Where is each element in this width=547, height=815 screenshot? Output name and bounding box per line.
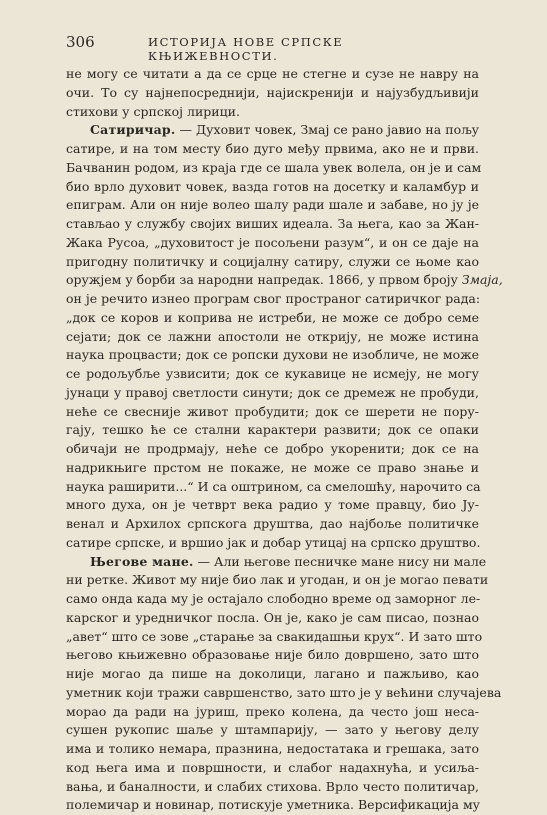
text-line: морао да ради на јуриш, преко колена, да често још неса- xyxy=(66,703,479,719)
text-line: није могао да пише на доколици, лагано и пажљиво, као xyxy=(66,666,479,681)
text-line: се родољубље узвисити; док се кукавице не исмеју, не могу xyxy=(66,366,479,381)
text-line: он је речито изнео програм свог пространог сатиричког рада: xyxy=(66,291,481,306)
text-line: венал и Архилох српскога друштва, дао најбоље политичке xyxy=(66,516,479,531)
text-line: гају, тешко ће се стални карактери развити; док се опаки xyxy=(66,422,479,438)
running-title: ИСТОРИЈА НОВЕ СРПСКЕ КЊИЖЕВНОСТИ. xyxy=(148,35,344,63)
text-run: — Али његове песничке мане нису ни мале xyxy=(197,553,487,569)
text-line: сушен рукопис шаље у штампарију, — зато у његову делу xyxy=(66,722,479,738)
text-line: карског и уредничког посла. Он је, како је сам писао, познао xyxy=(66,609,479,625)
text-line: неће се свесније живот пробудити; док се шерети не пору- xyxy=(66,403,479,419)
text-line: био врло духовит човек, вазда готов на досетку и каламбур и xyxy=(66,178,479,194)
section-heading-satirist: Сатиричар. xyxy=(90,122,176,138)
text-line: „авет“ што се зове „старање за свакидашњи крух“. И зато што xyxy=(66,628,483,644)
body-text xyxy=(66,65,503,815)
text-line: „док се коров и коприва не истреби, не може се добро семе xyxy=(66,309,479,325)
text-line: сатире, и на том месту био дуго међу првима, ако не и први. xyxy=(66,141,479,156)
section-heading-flaws: Његове мане. xyxy=(90,553,194,569)
text-line: наука раширити...“ И са оштрином, са смелошћу, нарочито са xyxy=(66,478,481,494)
text-line: код њега има и површности, и слабог надахнућа, и усиља- xyxy=(66,759,479,775)
text-line: сатире српске, и вршио јак и добар утицај на српско друштво. xyxy=(66,534,481,550)
text-line: не могу се читати а да се срце не стегне и сузе не навру на xyxy=(66,66,479,81)
paragraph-heading-line xyxy=(66,121,479,140)
text-line: вања, и баналности, и слабих стихова. Врло често политичар, xyxy=(66,778,479,794)
text-run: оружјем у борби за народни напредак. 1866, у првом броју xyxy=(66,272,458,288)
text-line: Жака Русоа, „духовитост је посољени разум“, и он се даје на xyxy=(66,234,479,250)
text-line: Бачванин родом, из краја где се шала увек волела, он је и сам xyxy=(66,159,482,175)
text-line: стављао у службу својих виших идеала. За њега, као за Жан- xyxy=(66,216,479,231)
text-line: наука процвасти; док се ропски духови не изобличе, не може xyxy=(66,347,479,363)
text-line: стихови у српској лирици. xyxy=(66,103,240,119)
text-line: његово књижевно образовање није било довршено, зато што xyxy=(66,647,479,663)
text-line: само онда када му је остајало слободно време од заморног ле- xyxy=(66,591,481,606)
text-run: — Духовит човек, Змај се рано јавио на пољу xyxy=(179,122,479,138)
page-number: 306 xyxy=(66,33,95,51)
page-header xyxy=(66,33,477,63)
text-line: сејати; док се лажни апостоли не открију, не може истина xyxy=(66,328,479,344)
text-line xyxy=(66,271,503,290)
text-line: пригодну политичку и социјалну сатиру, служи се њоме као xyxy=(66,253,479,269)
text-line: ни ретке. Живот му није био лак и угодан, и он је могао певати xyxy=(66,572,489,588)
text-line: полемичар и новинар, потискује уметника. Версификација му xyxy=(66,797,481,813)
text-line: много духа, он је четврт века радио у томе правцу, био Ју- xyxy=(66,497,479,513)
paragraph-heading-line xyxy=(66,553,487,572)
text-line: обичаји не продрмају, неће се добро укоренити; док се на xyxy=(66,441,479,456)
text-line: уметник који тражи савршенство, зато што је у већини случајева xyxy=(66,684,502,700)
text-line: надрикњиге прстом не покаже, не може се право знање и xyxy=(66,459,479,475)
text-line: јунаци у правој светлости синути; док се дремеж не пробуди, xyxy=(66,384,479,400)
text-line: очи. То су најнепосреднији, најискренији и најузбудљивији xyxy=(66,84,479,100)
text-line: епиграм. Али он није волео шалу ради шале и забаве, но ју је xyxy=(66,197,479,213)
text-line: има и толико немара, празнина, недостатака и грешака, зато xyxy=(66,741,479,756)
journal-title: Змаја, xyxy=(461,272,503,288)
